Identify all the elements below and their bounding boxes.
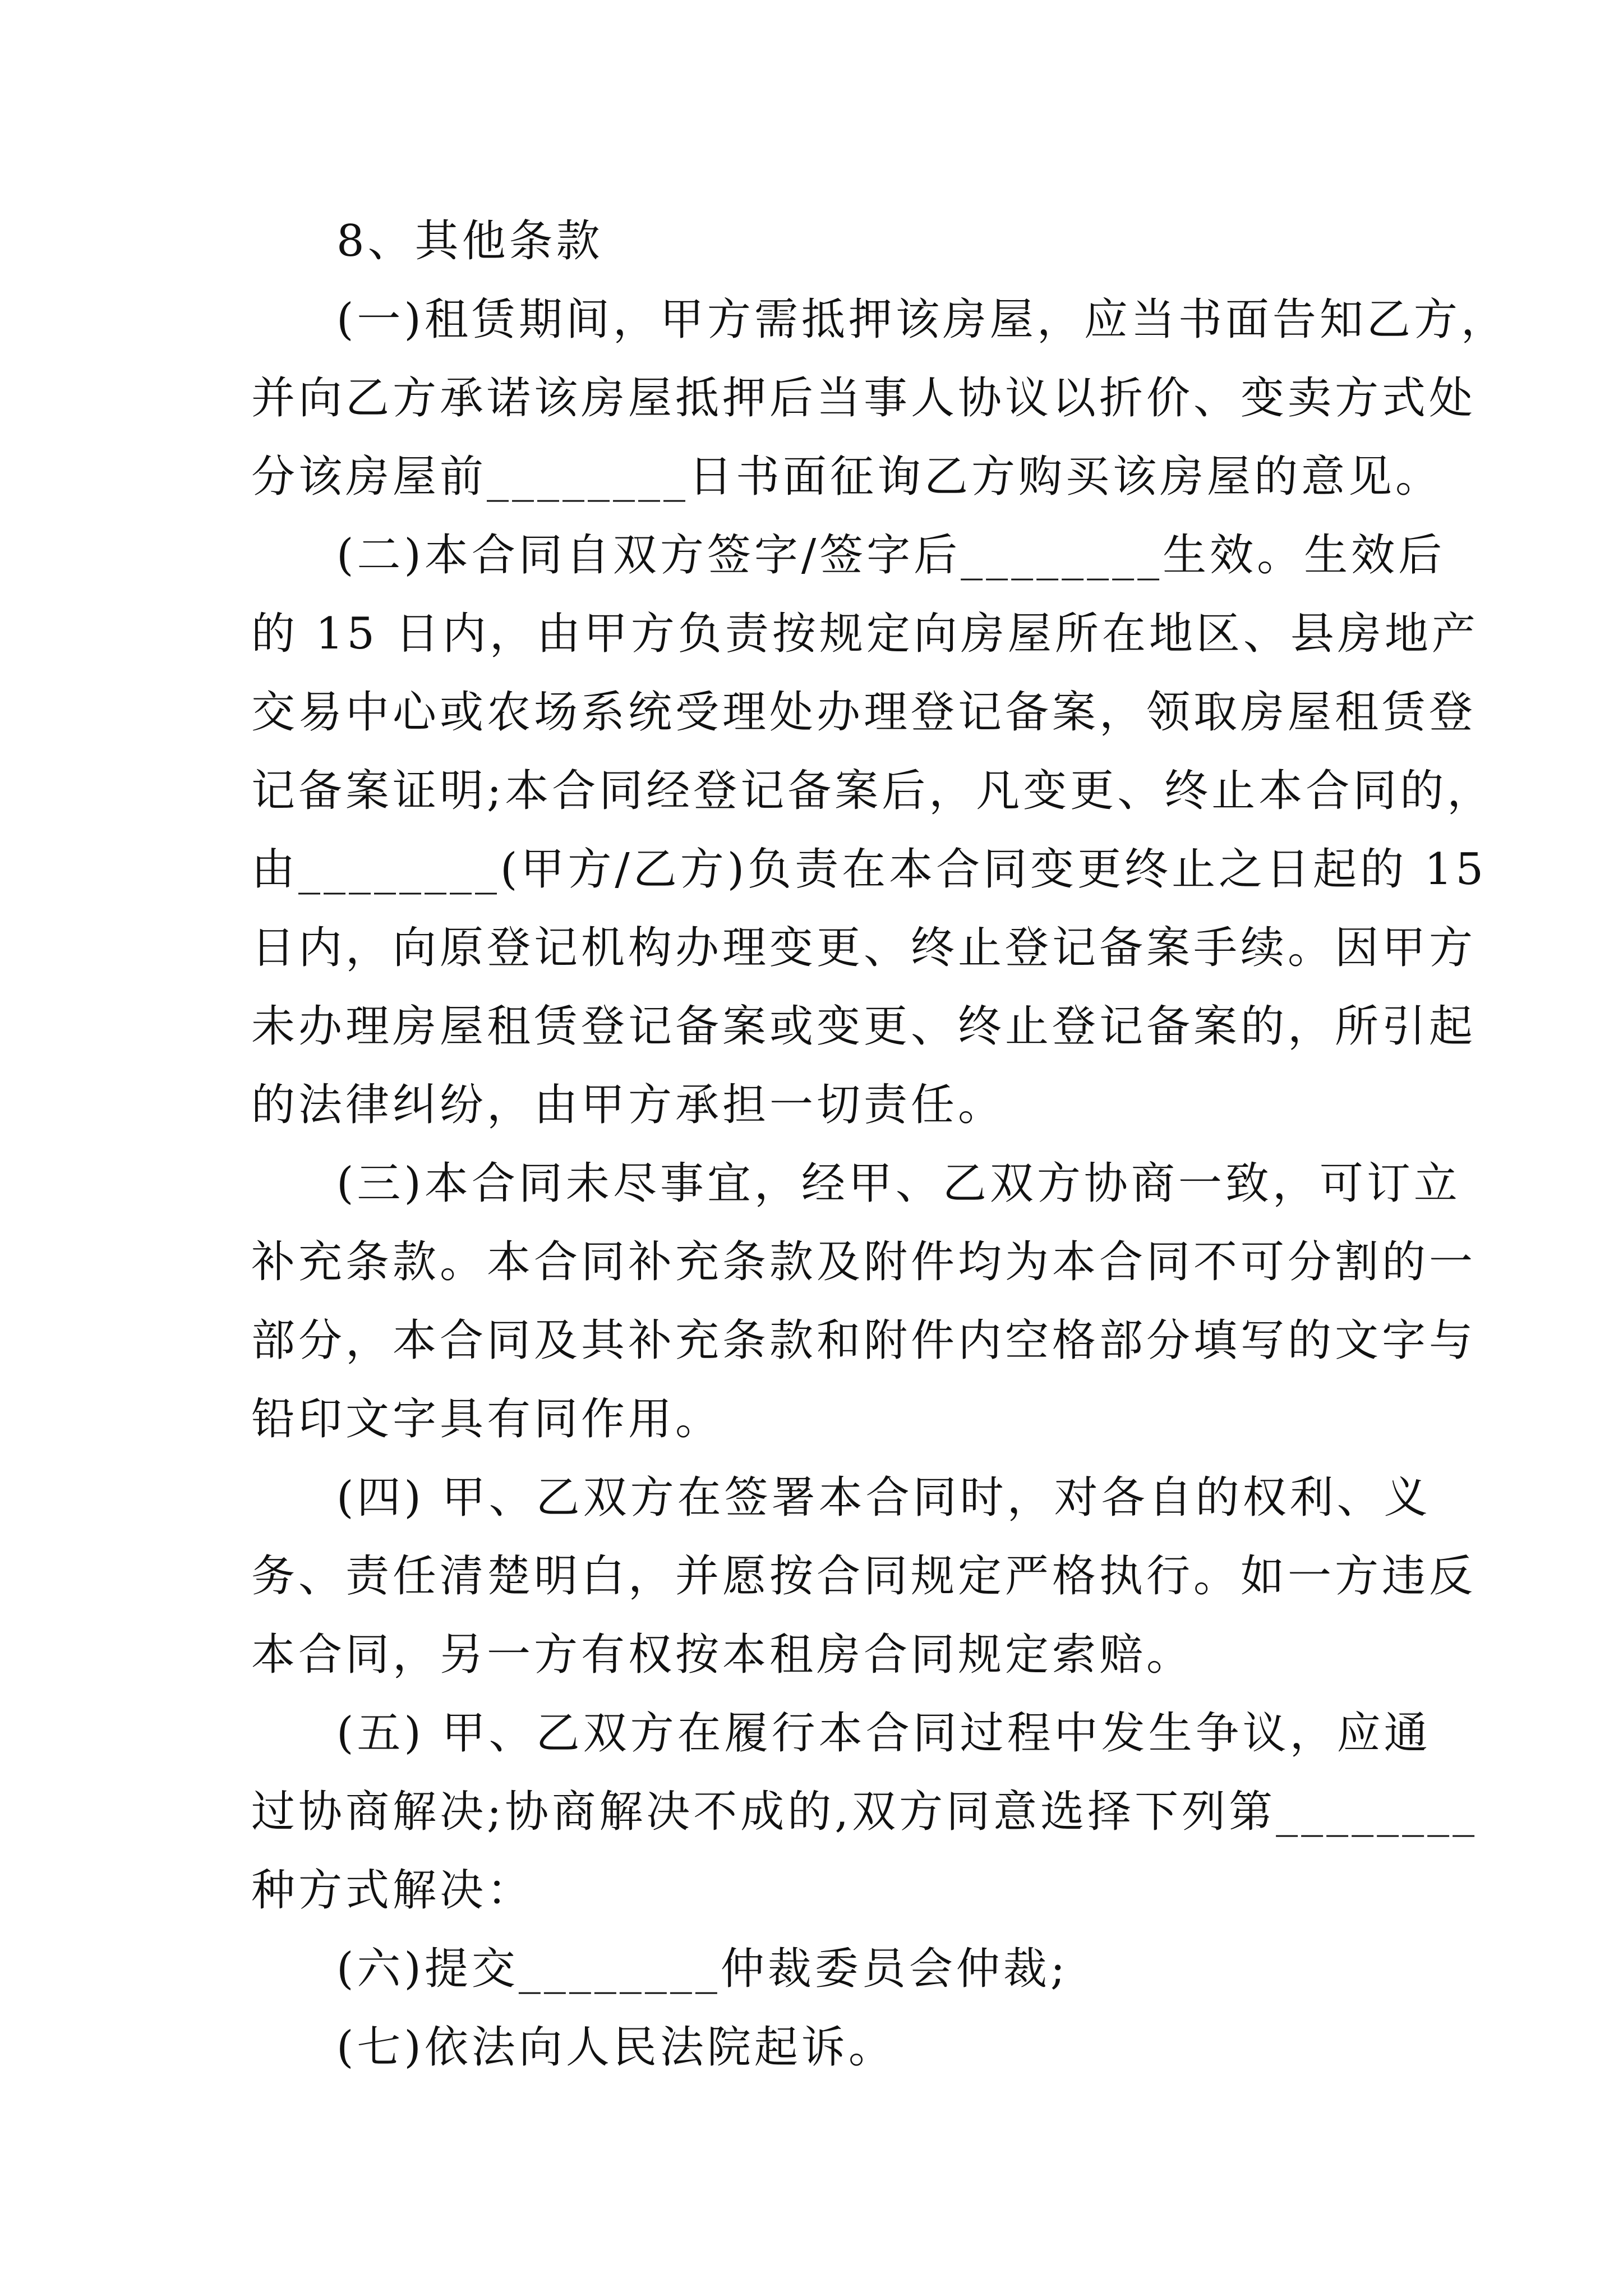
clause-5-line-3: 种方式解决：	[251, 1865, 534, 1916]
clause-5-line-2: 过协商解决;协商解决不成的,双方同意选择下列第________	[251, 1787, 1478, 1837]
clause-6-line-1: (六)提交________仲裁委员会仲裁;	[336, 1944, 1069, 1994]
clause-5-line-1: (五) 甲、乙双方在履行本合同过程中发生争议，应通	[336, 1708, 1431, 1759]
clause-4-line-3: 本合同，另一方有权按本租房合同规定索赔。	[251, 1630, 1194, 1680]
clause-3-line-1: (三)本合同未尽事宜，经甲、乙双方协商一致，可订立	[336, 1158, 1461, 1209]
clause-3-line-2: 补充条款。本合同补充条款及附件均为本合同不可分割的一	[251, 1237, 1477, 1287]
clause-2-line-5: 由________(甲方/乙方)负责在本合同变更终止之日起的 15	[251, 844, 1487, 895]
clause-3-line-4: 铅印文字具有同作用。	[251, 1394, 723, 1444]
clause-2-line-7: 未办理房屋租赁登记备案或变更、终止登记备案的，所引起	[251, 1001, 1477, 1052]
clause-2-line-8: 的法律纠纷，由甲方承担一切责任。	[251, 1080, 1006, 1130]
clause-3-line-3: 部分，本合同及其补充条款和附件内空格部分填写的文字与	[251, 1315, 1477, 1366]
clause-1-line-2: 并向乙方承诺该房屋抵押后当事人协议以折价、变卖方式处	[251, 373, 1477, 424]
clause-7-line-1: (七)依法向人民法院起诉。	[336, 2022, 896, 2073]
clause-1-line-1: (一)租赁期间，甲方需抵押该房屋，应当书面告知乙方，	[336, 295, 1508, 345]
clause-2-line-2: 的 15 日内，由甲方负责按规定向房屋所在地区、县房地产	[251, 609, 1479, 659]
clause-4-line-1: (四) 甲、乙双方在签署本合同时，对各自的权利、义	[336, 1473, 1431, 1523]
section-heading: 8、其他条款	[336, 216, 603, 266]
clause-2-line-1: (二)本合同自双方签字/签字后________生效。生效后	[336, 530, 1446, 581]
clause-2-line-4: 记备案证明;本合同经登记备案后，凡变更、终止本合同的，	[251, 766, 1495, 816]
clause-4-line-2: 务、责任清楚明白，并愿按合同规定严格执行。如一方违反	[251, 1551, 1477, 1602]
clause-2-line-3: 交易中心或农场系统受理处办理登记备案，领取房屋租赁登	[251, 687, 1477, 738]
clause-2-line-6: 日内，向原登记机构办理变更、终止登记备案手续。因甲方	[251, 923, 1477, 973]
clause-1-line-3: 分该房屋前________日书面征询乙方购买该房屋的意见。	[251, 452, 1443, 502]
